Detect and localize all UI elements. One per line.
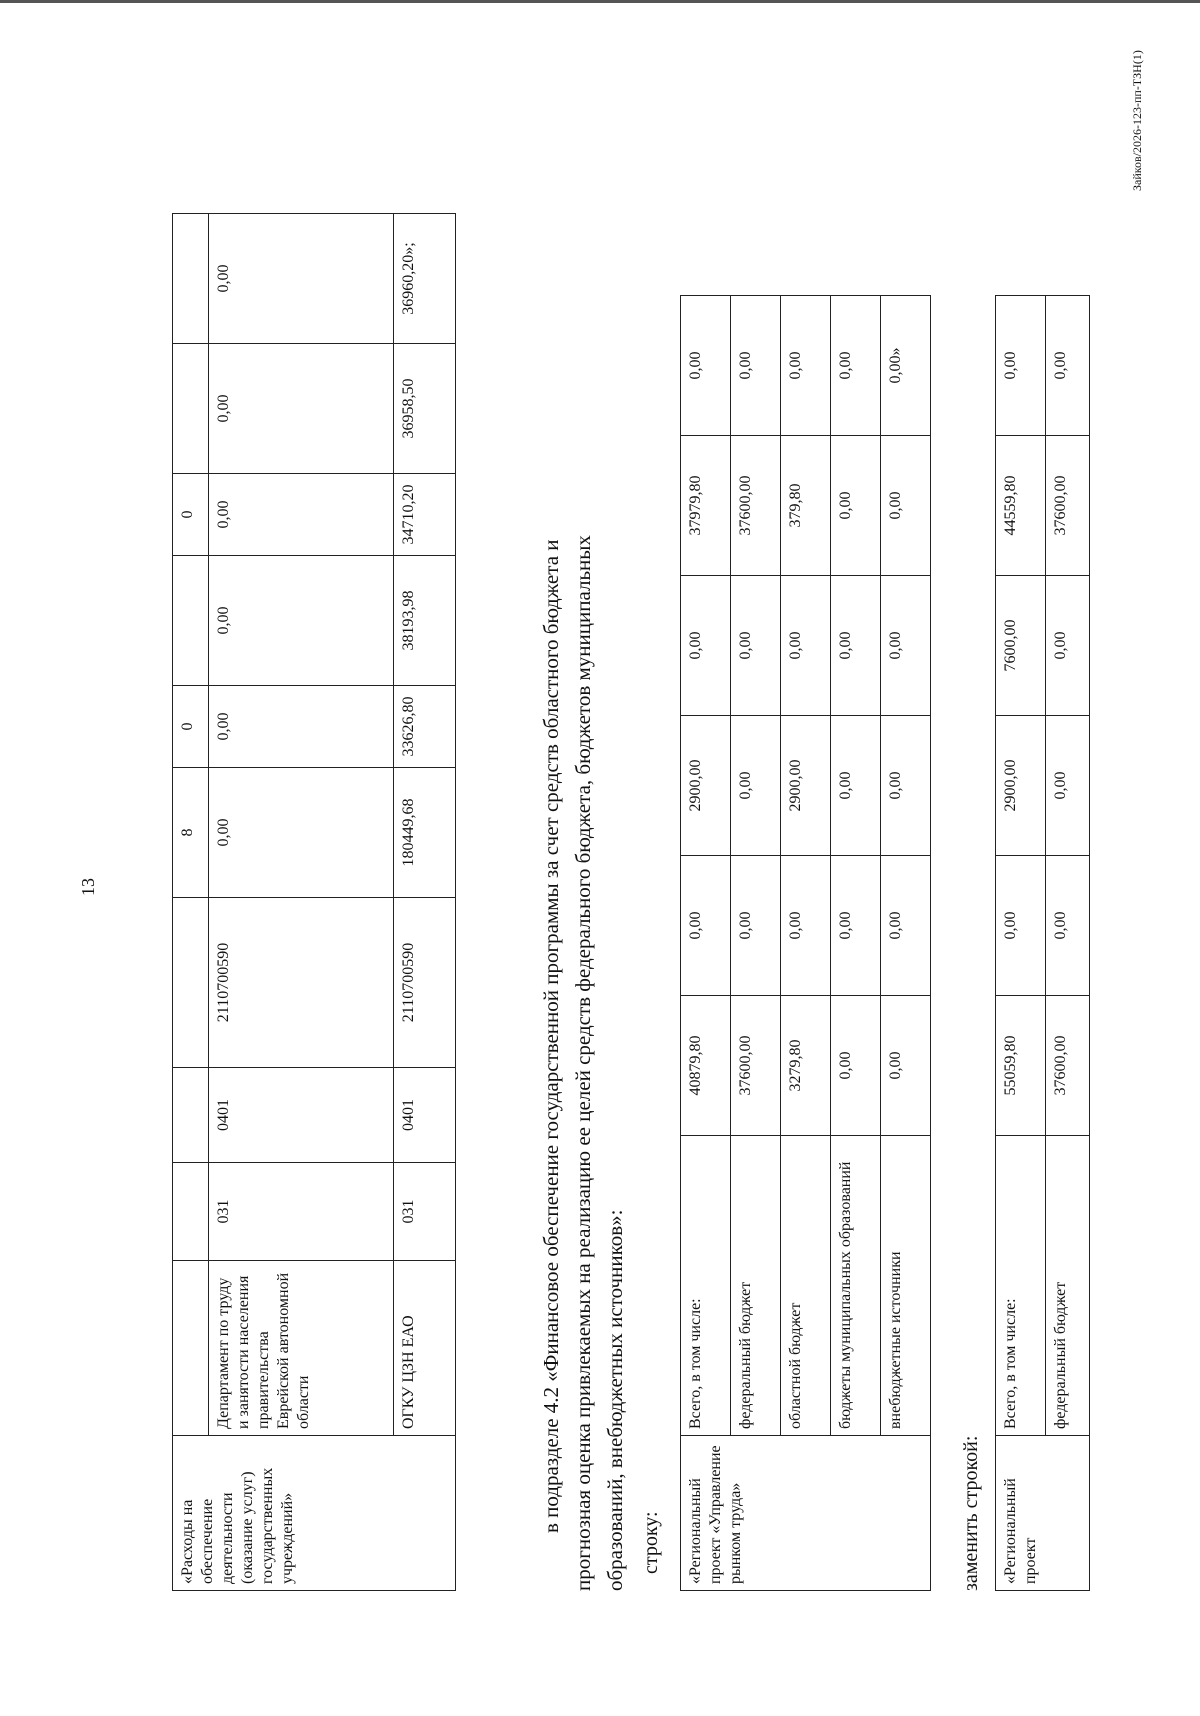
row-label: строку: — [640, 1511, 662, 1574]
table-cell: 031 — [394, 1163, 456, 1261]
table-row — [731, 296, 781, 1591]
table-cell — [173, 344, 209, 474]
table-cell: 33626,80 — [394, 686, 456, 768]
table-cell: 0 — [173, 686, 209, 768]
table-cell: 37600,00 — [1046, 996, 1090, 1136]
table-cell — [173, 1261, 209, 1436]
table-row — [209, 214, 394, 1591]
table-cell: 0,00 — [209, 474, 394, 556]
table-cell: 0,00 — [1046, 296, 1090, 436]
table-cell: «Расходы на обеспечение деятельности (оказание услуг) государственных учреждений» — [173, 1436, 456, 1591]
replace-label: заменить строкой: — [960, 1435, 982, 1591]
table-cell — [173, 214, 209, 344]
table-cell: 0,00 — [781, 856, 831, 996]
table-cell: 0,00 — [1046, 576, 1090, 716]
table-row — [881, 296, 931, 1591]
table-cell: 0,00 — [681, 856, 731, 996]
table-cell: 2110700590 — [394, 898, 456, 1068]
table-cell: федеральный бюджет — [1046, 1136, 1090, 1436]
footer-code: Зайков/2026-123-пп-ТЗН(1) — [1130, 50, 1144, 191]
table-cell: 0401 — [394, 1068, 456, 1163]
table-cell: 44559,80 — [996, 436, 1046, 576]
table-cell: Всего, в том числе: — [996, 1136, 1046, 1436]
table-cell: 0,00 — [831, 996, 881, 1136]
table-cell: 2900,00 — [681, 716, 731, 856]
page-number: 13 — [78, 878, 98, 896]
table-cell: 36958,50 — [394, 344, 456, 474]
table-cell: федеральный бюджет — [731, 1136, 781, 1436]
table-cell: 37979,80 — [681, 436, 731, 576]
table-cell: 7600,00 — [996, 576, 1046, 716]
table-cell: областной бюджет — [781, 1136, 831, 1436]
table-cell: 0,00 — [681, 576, 731, 716]
table-cell: 0,00 — [209, 556, 394, 686]
table-cell: 40879,80 — [681, 996, 731, 1136]
table-cell: 0,00 — [881, 576, 931, 716]
table-cell: 0,00 — [881, 436, 931, 576]
table-cell: 0401 — [209, 1068, 394, 1163]
table-cell: 0,00 — [881, 856, 931, 996]
expenses-table — [172, 213, 456, 1591]
table-cell: 0,00 — [209, 214, 394, 344]
table-cell: 34710,20 — [394, 474, 456, 556]
amendment-paragraph — [535, 166, 631, 1591]
table-row — [1046, 296, 1090, 1591]
table-cell: 0,00 — [831, 716, 881, 856]
table-cell: «Региональный проект «Управление рынком труда» — [681, 1436, 931, 1591]
table-cell: 379,80 — [781, 436, 831, 576]
table-cell: 0,00 — [996, 856, 1046, 996]
table-cell: 0,00 — [831, 436, 881, 576]
table-row — [394, 214, 456, 1591]
table-cell: «Региональный проект — [996, 1436, 1090, 1591]
table-cell: 38193,98 — [394, 556, 456, 686]
table-cell: 0 — [173, 474, 209, 556]
table-cell: 0,00 — [731, 856, 781, 996]
table-cell: 0,00 — [831, 856, 881, 996]
table-cell: 37600,00 — [1046, 436, 1090, 576]
new-row-table — [995, 295, 1090, 1591]
table-row — [173, 214, 209, 1591]
table-cell: 0,00 — [209, 686, 394, 768]
table-cell: 0,00 — [781, 576, 831, 716]
table-cell: 8 — [173, 768, 209, 898]
table-cell: 0,00 — [881, 716, 931, 856]
table-row — [781, 296, 831, 1591]
table-cell: 3279,80 — [781, 996, 831, 1136]
table-cell: 0,00 — [781, 296, 831, 436]
table-cell: 0,00 — [209, 344, 394, 474]
table-cell: внебюджетные источники — [881, 1136, 931, 1436]
table-cell: бюджеты муниципальных образований — [831, 1136, 881, 1436]
table-cell — [173, 898, 209, 1068]
table-cell: 37600,00 — [731, 436, 781, 576]
table-cell: 031 — [209, 1163, 394, 1261]
table-cell: 2900,00 — [996, 716, 1046, 856]
table-cell — [173, 1068, 209, 1163]
table-cell: 0,00 — [731, 296, 781, 436]
table-cell: 0,00 — [731, 716, 781, 856]
table-cell: Департамент по труду и занятости населения правительства Еврейской автономной области — [209, 1261, 394, 1436]
table-cell: 37600,00 — [731, 996, 781, 1136]
old-row-table — [680, 295, 931, 1591]
table-row — [681, 296, 731, 1591]
table-cell: 0,00 — [831, 296, 881, 436]
table-cell: 2900,00 — [781, 716, 831, 856]
table-cell — [173, 556, 209, 686]
table-cell: 0,00 — [209, 768, 394, 898]
table-cell: 180449,68 — [394, 768, 456, 898]
table-cell: 0,00 — [831, 576, 881, 716]
table-cell: 0,00 — [681, 296, 731, 436]
table-cell: Всего, в том числе: — [681, 1136, 731, 1436]
table-cell: 0,00 — [731, 576, 781, 716]
table-cell: ОГКУ ЦЗН ЕАО — [394, 1261, 456, 1436]
table-cell: 0,00 — [881, 996, 931, 1136]
paragraph-line: в подразделе 4.2 «Финансовое обеспечение государственной программы за счет средств областного бюджета и — [539, 539, 563, 1533]
table-row — [831, 296, 881, 1591]
table-cell: 2110700590 — [209, 898, 394, 1068]
table-cell: 0,00 — [996, 296, 1046, 436]
table-cell: 55059,80 — [996, 996, 1046, 1136]
table-cell: 0,00 — [1046, 716, 1090, 856]
table-cell — [173, 1163, 209, 1261]
table-row — [996, 296, 1046, 1591]
paragraph-line: образований, внебюджетных источников»: — [603, 1209, 627, 1591]
table-cell: 0,00 — [1046, 856, 1090, 996]
paragraph-line: прогнозная оценка привлекаемых на реализацию ее целей средств федерального бюджета, бюджетов муниципальных — [571, 535, 595, 1591]
table-cell: 0,00» — [881, 296, 931, 436]
table-cell: 36960,20»; — [394, 214, 456, 344]
